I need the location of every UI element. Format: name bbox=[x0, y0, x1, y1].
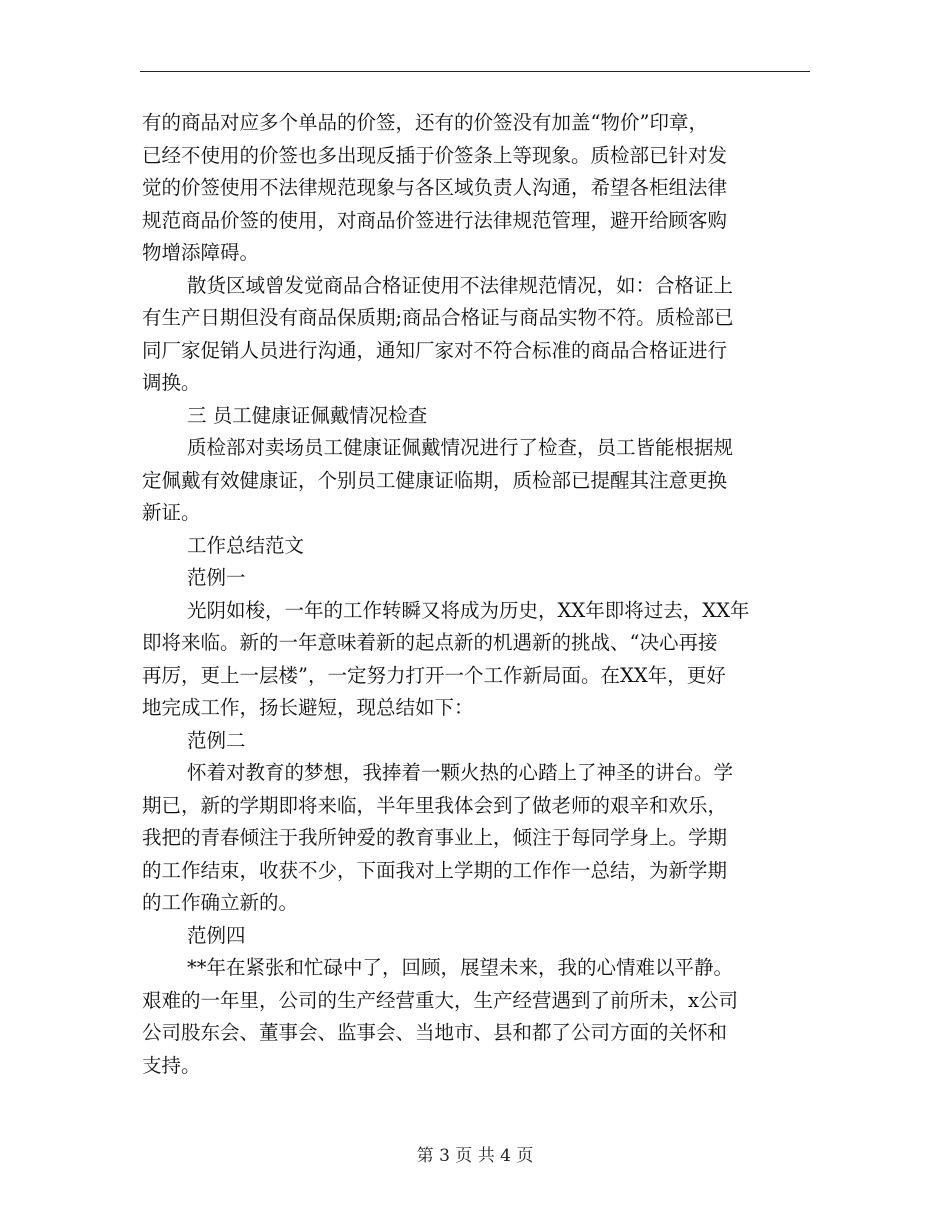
text-line: 范例二 bbox=[187, 728, 246, 752]
text-line: 即将来临。新的一年意味着新的起点新的机遇新的挑战、“决心再接 bbox=[142, 631, 718, 654]
text-line: 三 员工健康证佩戴情况检查 bbox=[187, 403, 428, 427]
text-line: 再厉，更上一层楼”，一定努力打开一个工作新局面。在XX年，更好 bbox=[142, 663, 726, 687]
text-line: 艰难的一年里，公司的生产经营重大，生产经营遇到了前所未，x公司 bbox=[142, 988, 738, 1012]
text-line: 公司股东会、董事会、监事会、当地市、县和都了公司方面的关怀和 bbox=[142, 1021, 728, 1044]
text-line: 的工作结束，收获不少，下面我对上学期的工作作一总结，为新学期 bbox=[142, 858, 728, 882]
text-line: 范例一 bbox=[187, 566, 246, 589]
page-number: 第 3 页 共 4 页 bbox=[416, 1146, 534, 1166]
text-line: 有生产日期但没有商品保质期;商品合格证与商品实物不符。质检部已 bbox=[142, 306, 734, 329]
text-line: 新证。 bbox=[142, 501, 201, 524]
text-line: 散货区域曾发觉商品合格证使用不法律规范情况，如：合格证上 bbox=[187, 273, 734, 297]
header-rule bbox=[140, 71, 810, 72]
text-line: 物增添障碍。 bbox=[142, 241, 260, 264]
text-line: 工作总结范文 bbox=[187, 533, 305, 557]
text-line: 范例四 bbox=[187, 923, 246, 947]
text-line: 的工作确立新的。 bbox=[142, 891, 299, 914]
text-line: 支持。 bbox=[142, 1053, 201, 1077]
text-line: 怀着对教育的梦想，我捧着一颗火热的心踏上了神圣的讲台。学 bbox=[187, 761, 734, 784]
text-line: 我把的青春倾注于我所钟爱的教育事业上，倾注于每同学身上。学期 bbox=[142, 826, 728, 849]
text-line: 规范商品价签的使用，对商品价签进行法律规范管理，避开给顾客购 bbox=[142, 208, 728, 232]
text-line: 已经不使用的价签也多出现反插于价签条上等现象。质检部已针对发 bbox=[142, 143, 728, 167]
text-line: 质检部对卖场员工健康证佩戴情况进行了检查，员工皆能根据规 bbox=[187, 436, 734, 459]
text-line: 有的商品对应多个单品的价签，还有的价签没有加盖“物价”印章， bbox=[142, 111, 708, 134]
text-line: **年在紧张和忙碌中了，回顾，展望未来，我的心情难以平静。 bbox=[187, 956, 734, 979]
text-line: 觉的价签使用不法律规范现象与各区域负责人沟通，希望各柜组法律 bbox=[142, 176, 728, 199]
text-line: 定佩戴有效健康证，个别员工健康证临期，质检部已提醒其注意更换 bbox=[142, 468, 728, 492]
text-line: 同厂家促销人员进行沟通，通知厂家对不符合标准的商品合格证进行 bbox=[142, 338, 728, 362]
text-line: 调换。 bbox=[142, 371, 201, 394]
text-line: 期已，新的学期即将来临，半年里我体会到了做老师的艰辛和欢乐， bbox=[142, 793, 728, 817]
document-body bbox=[142, 107, 802, 1082]
text-line: 地完成工作，扬长避短，现总结如下： bbox=[142, 696, 474, 719]
text-line: 光阴如梭，一年的工作转瞬又将成为历史，XX年即将过去，XX年 bbox=[187, 598, 750, 622]
